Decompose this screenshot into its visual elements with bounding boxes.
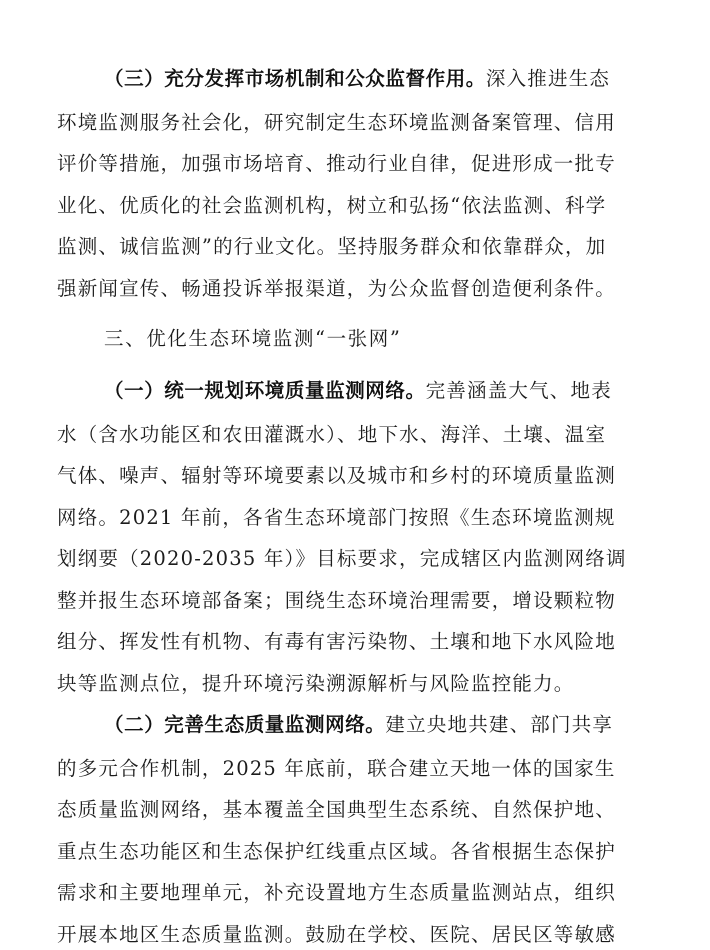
paragraph-3-line: 开展本地区生态质量监测。鼓励在学校、医院、居民区等敏感 (57, 923, 616, 946)
paragraph-3-line: 态质量监测网络，基本覆盖全国典型生态系统、自然保护地、 (57, 798, 616, 821)
paragraph-3-line-1 (104, 710, 613, 740)
paragraph-1-line: 环境监测服务社会化，研究制定生态环境监测备案管理、信用 (57, 111, 616, 134)
paragraph-2-text: 完善涵盖大气、地表 (425, 379, 612, 402)
paragraph-2-line: 划纲要（2020-2035 年）》目标要求，完成辖区内监测网络调 (57, 547, 627, 570)
paragraph-3-line: 重点生态功能区和生态保护红线重点区域。各省根据生态保护 (57, 840, 616, 863)
paragraph-1-line: 监测、诚信监测”的行业文化。坚持服务群众和依靠群众，加 (57, 235, 607, 258)
section-heading: 三、优化生态环境监测“一张网” (104, 327, 402, 350)
subsection-heading-2: （二）完善生态质量监测网络。 (104, 713, 386, 736)
paragraph-2-line: 整并报生态环境部备案；围绕生态环境治理需要，增设颗粒物 (57, 589, 616, 612)
paragraph-1-line: 强新闻宣传、畅通投诉举报渠道，为公众监督创造便利条件。 (57, 277, 616, 300)
paragraph-2-line: 块等监测点位，提升环境污染溯源解析与风险监控能力。 (57, 672, 575, 695)
paragraph-2-line: 网络。2021 年前，各省生态环境部门按照《生态环境监测规 (57, 506, 616, 529)
paragraph-3-text: 建立央地共建、部门共享 (385, 713, 614, 736)
paragraph-2-line: 水（含水功能区和农田灌溉水）、地下水、海洋、土壤、温室 (57, 423, 607, 446)
paragraph-2-line: 组分、挥发性有机物、有毒有害污染物、土壤和地下水风险地 (57, 630, 616, 653)
subsection-heading-1: （一）统一规划环境质量监测网络。 (104, 379, 426, 402)
paragraph-2-line-1 (104, 376, 612, 406)
paragraph-1-text: 深入推进生态 (485, 67, 611, 90)
paragraph-1-line-1 (104, 64, 610, 94)
paragraph-2-line: 气体、噪声、辐射等环境要素以及城市和乡村的环境质量监测 (57, 464, 616, 487)
paragraph-3-line: 需求和主要地理单元，补充设置地方生态质量监测站点，组织 (57, 881, 616, 904)
paragraph-1-line: 评价等措施，加强市场培育、推动行业自律，促进形成一批专 (57, 152, 616, 175)
paragraph-1-line: 业化、优质化的社会监测机构，树立和弘扬“依法监测、科学 (57, 194, 607, 217)
paragraph-3-line: 的多元合作机制，2025 年底前，联合建立天地一体的国家生 (57, 757, 616, 780)
subsection-heading-3: （三）充分发挥市场机制和公众监督作用。 (104, 67, 486, 90)
